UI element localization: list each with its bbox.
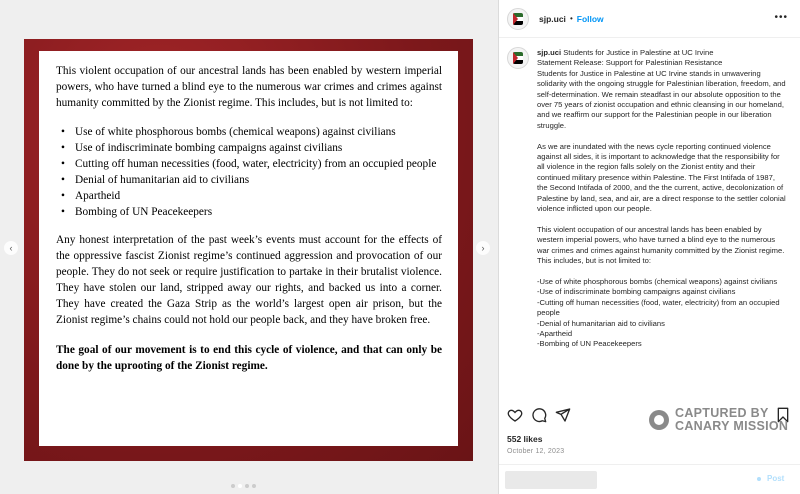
carousel-dot [252,484,256,488]
comment-bar [499,464,800,494]
list-item: • Denial of humanitarian aid to civilians [60,172,442,188]
previous-slide-button[interactable]: ‹ [4,241,18,255]
post-header [499,0,800,38]
post-sidebar [498,0,800,494]
carousel-dot [231,484,235,488]
watermark-line-2: CANARY MISSION [675,419,789,433]
statement-bold-paragraph: The goal of our movement is to end this cycle of violence, and that can only be done by the uprooting of the Zionist regime. [56,344,442,372]
carousel-dot [245,484,249,488]
list-item: • Apartheid [60,188,442,204]
comment-input[interactable] [505,471,597,489]
share-icon[interactable] [555,407,571,423]
post-comment-button[interactable]: Post [767,474,785,483]
list-item: • Use of indiscriminate bombing campaigns against civilians [60,140,442,156]
next-slide-button[interactable]: › [476,241,490,255]
list-item: • Use of white phosphorous bombs (chemical weapons) against civilians [60,124,442,140]
caption-area [499,39,800,397]
canary-logo-icon [649,410,669,430]
carousel-indicator [231,484,256,488]
more-options-icon[interactable]: ••• [774,12,788,23]
separator-dot: • [569,14,573,23]
heart-icon[interactable] [507,407,523,423]
post-date: October 12, 2023 [507,448,565,455]
crimes-list [60,124,442,220]
avatar[interactable] [507,8,529,30]
statement-paragraph-2: Any honest interpretation of the past week’s events must account for the effects of the oppressive fascist Zionist regime’s continued aggression and provocation of our people. They do not seek or require justification to partake in their brutalist violence. They have stolen our land, stripped away our rights, and backed us into a corner. They have created the Gaza Strip as the world’s largest open air prison, but the Zionist regime’s chains could not hold our people back, and they have broken free. [56,234,442,326]
caption-text [537,48,787,350]
follow-button[interactable]: Follow [576,13,604,24]
likes-count[interactable]: 552 likes [507,434,543,444]
statement-document [39,51,458,446]
username-link[interactable]: sjp.uci [539,13,566,24]
canary-mission-watermark [649,407,788,433]
statement-paragraph-1: This violent occupation of our ancestral lands has been enabled by western imperial powers, who have turned a blind eye to the numerous war crimes and crimes against humanity committed by the Zionist regime. This includes, but is not limited to: [56,65,442,109]
caption-username[interactable]: sjp.uci [537,48,562,57]
status-dot [757,477,761,481]
carousel-dot-active [238,484,242,488]
list-item: • Cutting off human necessities (food, water, electricity) from an occupied people [60,156,442,172]
watermark-line-1: CAPTURED BY [675,406,769,420]
list-item: • Bombing of UN Peacekeepers [60,204,442,220]
caption-body: Students for Justice in Palestine at UC Irvine Statement Release: Support for Palestinian Resistance Students for Justice in Palestine at UC Irvine stands in unwavering solidarity with the ongoing struggle for Palestinian liberation, freedom, and self-determination. We remain steadfast in our absolute opposition to the over 75 years of zionist occupation and ethnic cleansing in our homeland, and we reaffirm our support for the Palestinian people in our liberation struggle. As we are inundated with the news cycle reporting continued violence against all sides, it is important to acknowledge that the responsibility for all violence in the region falls solely on the Zionist entity and their continued military presence within Palestine. The First Intifada of 1987, the Second Intifada of 2000, and the the current, active, decolonization of Palestine by land, sea, and air, are a direct response to the settler colonial violence inflicted upon our people. This violent occupation of our ancestral lands has been enabled by western imperial powers, who have turned a blind eye to the numerous war crimes and crimes against humanity committed by the Zionist regime. This includes, but is not limited to: -Use of white phosphorous bombs (chemical weapons) against civilians -Use of indiscriminate bombing campaigns against civilians -Cutting off human necessities (food, water, electricity) from an occupied people -Denial of humanitarian aid to civilians -Apartheid -Bombing of UN Peacekeepers [537,48,786,349]
comment-icon[interactable] [531,407,547,423]
caption-avatar[interactable] [507,47,529,69]
image-frame [24,39,473,461]
